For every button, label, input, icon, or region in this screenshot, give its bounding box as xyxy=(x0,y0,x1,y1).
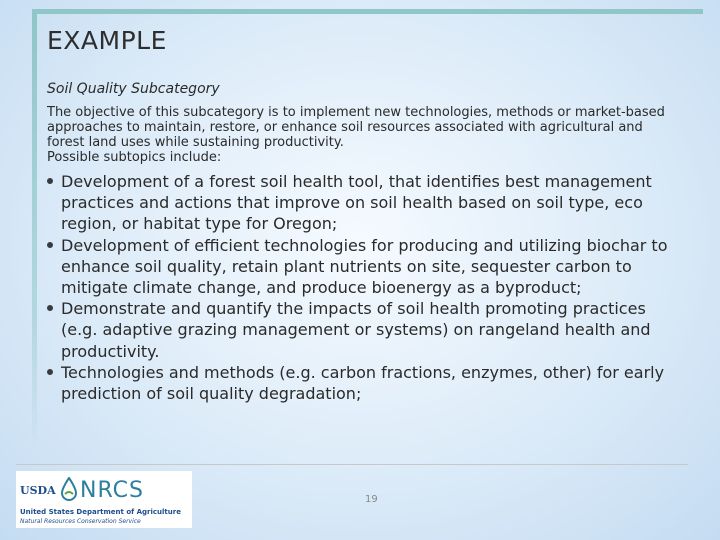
list-item xyxy=(47,235,687,299)
subtopics-list xyxy=(47,171,687,404)
list-item xyxy=(47,171,687,235)
possible-subtopics-label: Possible subtopics include: xyxy=(47,150,222,165)
accent-top-bar xyxy=(32,9,703,14)
list-item xyxy=(47,298,687,362)
slide-content xyxy=(47,80,687,404)
list-item xyxy=(47,362,687,404)
list-item-text: Development of a forest soil health tool, that identifies best management practices and actions that improve on soil health based on soil type, eco region, or habitat type for Oregon; xyxy=(61,172,652,234)
list-item-text: Technologies and methods (e.g. carbon fractions, enzymes, other) for early prediction of soil quality degradation; xyxy=(61,362,665,404)
list-item-text: Demonstrate and quantify the impacts of soil health promoting practices (e.g. adaptive grazing management or systems) on rangeland health and productivity. xyxy=(61,299,651,361)
footer-divider xyxy=(16,464,688,465)
slide-title: EXAMPLE xyxy=(47,26,167,55)
water-drop-icon xyxy=(60,477,78,503)
page-number: 19 xyxy=(365,494,378,505)
list-item-text: Development of efficient technologies for producing and utilizing biochar to enhance soil quality, retain plant nutrients on site, sequester carbon to mitigate climate change, and produce bioenergy as a byproduct; xyxy=(61,235,668,298)
logo-service-line: Natural Resources Conservation Service xyxy=(20,518,141,525)
slide-subtitle: Soil Quality Subcategory xyxy=(47,81,220,97)
accent-left-bar xyxy=(32,9,37,451)
usda-nrcs-logo xyxy=(16,471,192,528)
bullet-icon xyxy=(47,369,53,375)
bullet-icon xyxy=(47,178,53,184)
logo-agency-line: United States Department of Agriculture xyxy=(20,508,181,516)
bullet-icon xyxy=(47,242,53,248)
logo-marks xyxy=(16,471,192,507)
usda-logo-text: USDA xyxy=(20,483,56,497)
objective-text: The objective of this subcategory is to implement new technologies, methods or market-based approaches to maintain, restore, or enhance soil resources associated with agricultural and forest land uses while sustaining productivity. xyxy=(47,105,665,150)
bullet-icon xyxy=(47,305,53,311)
nrcs-logo-text: NRCS xyxy=(80,477,144,503)
